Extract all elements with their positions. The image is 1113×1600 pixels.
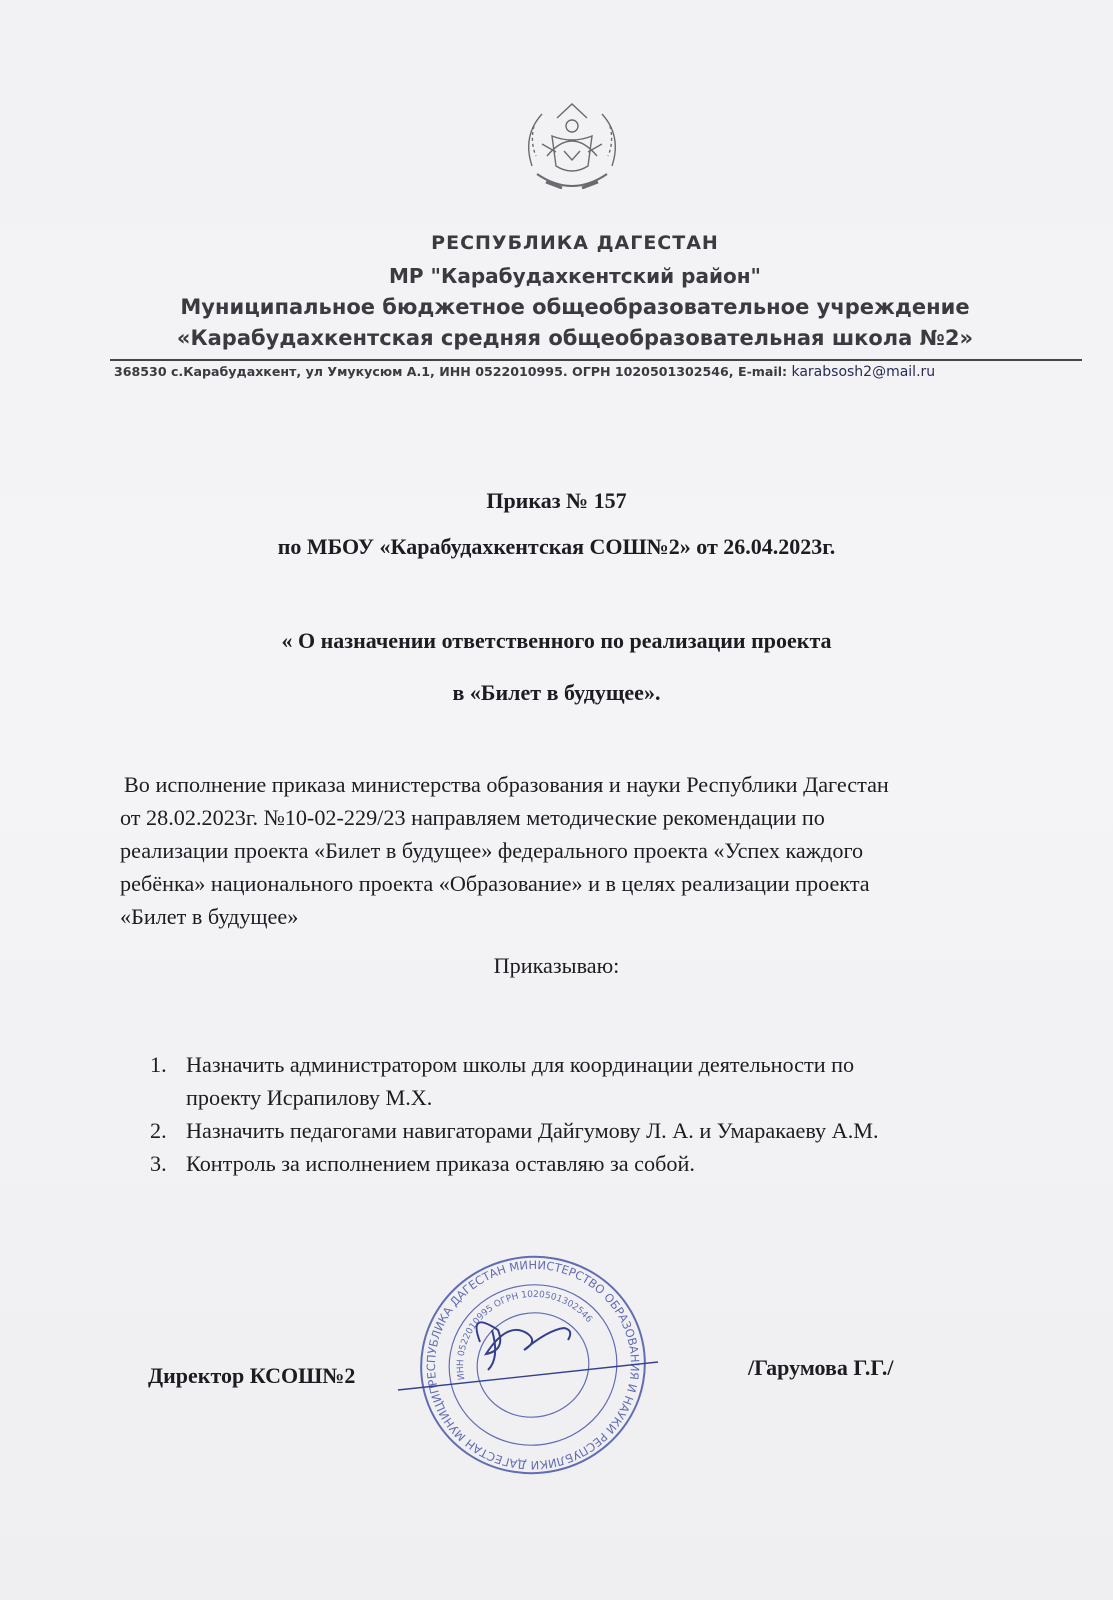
seal-inner-text: ИНН 0522010995 ОГРН 1020501302546 <box>456 1289 594 1381</box>
header-divider <box>110 359 1082 361</box>
list-item-number: 1. <box>150 1052 167 1077</box>
list-item-text: Назначить педагогами навигаторами Дайгумову Л. А. и Умаракаеву А.М. <box>186 1118 879 1143</box>
header-school-name: «Карабудахкентская средняя общеобразовательная школа №2» <box>176 326 974 350</box>
body-line: Во исполнение приказа министерства образования и науки Республики Дагестан <box>124 772 889 797</box>
coat-of-arms-emblem <box>512 96 632 206</box>
email-address: karabsosh2@mail.ru <box>791 364 936 380</box>
body-line: ребёнка» национального проекта «Образование» и в целях реализации проекта <box>120 871 870 896</box>
list-item-text: Контроль за исполнением приказа оставляю за собой. <box>186 1151 695 1176</box>
list-item <box>150 1147 1050 1180</box>
list-item <box>150 1114 1050 1147</box>
list-item-number: 3. <box>150 1151 167 1176</box>
order-subject-line-1: « О назначении ответственного по реализации проекта <box>281 628 832 653</box>
official-seal-stamp <box>388 1250 678 1480</box>
order-items-list <box>150 1048 1050 1180</box>
list-item-text: проекту Исрапилову М.Х. <box>186 1085 433 1110</box>
order-subtitle: по МБОУ «Карабудахкентская СОШ№2» от 26.04.2023г. <box>277 534 836 559</box>
seal-outer-text: РЕСПУБЛИКА ДАГЕСТАН МИНИСТЕРСТВО ОБРАЗОВАНИЯ И НАУКИ РЕСПУБЛИКИ ДАГЕСТАН МУНИЦИПАЛЬНОЕ <box>424 1257 642 1473</box>
address-text: 368530 с.Карабудахкент, ул Умукусюм А.1, ИНН 0522010995. ОГРН 1020501302546, E-mail: <box>114 364 792 379</box>
header-institution-type: Муниципальное бюджетное общеобразовательное учреждение <box>180 295 970 319</box>
header-republic: РЕСПУБЛИКА ДАГЕСТАН <box>431 232 719 254</box>
signature-name: /Гарумова Г.Г./ <box>748 1355 894 1380</box>
list-item-text: Назначить администратором школы для координации деятельности по <box>186 1052 855 1077</box>
header-district: МР "Карабудахкентский район" <box>389 264 761 288</box>
list-item <box>150 1048 1050 1114</box>
body-line: реализации проекта «Билет в будущее» федерального проекта «Успех каждого <box>120 838 864 863</box>
signature-title: Директор КСОШ№2 <box>148 1363 356 1388</box>
order-body <box>120 768 1060 933</box>
list-item-number: 2. <box>150 1118 167 1143</box>
header-address <box>114 364 1074 380</box>
decree-heading: Приказываю: <box>493 953 620 978</box>
order-subject-line-2: в «Билет в будущее». <box>452 680 661 705</box>
order-number: Приказ № 157 <box>486 488 627 513</box>
body-line: «Билет в будущее» <box>120 904 299 929</box>
body-line: от 28.02.2023г. №10-02-229/23 направляем методические рекомендации по <box>120 805 825 830</box>
